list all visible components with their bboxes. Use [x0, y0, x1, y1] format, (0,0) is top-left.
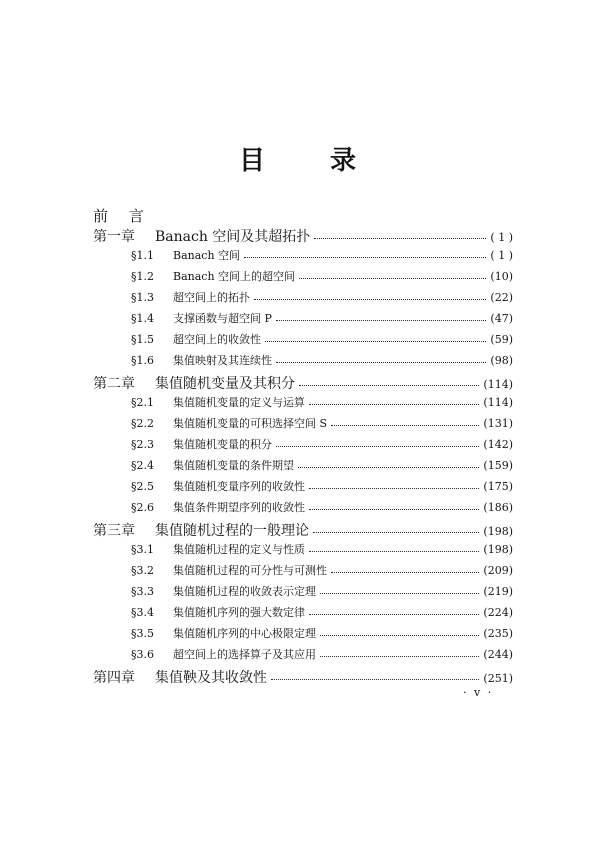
toc-title: 集值随机过程的收敛表示定理 [173, 585, 316, 598]
toc-title: 集值随机变量及其积分 [155, 376, 295, 392]
toc-leader-dots [320, 635, 479, 636]
toc-leader-dots [331, 572, 479, 573]
toc-title: 集值随机过程的定义与性质 [173, 543, 305, 556]
toc-page: (198) [483, 525, 513, 538]
toc-page: (175) [483, 480, 513, 493]
toc-leader-dots [331, 425, 479, 426]
toc-page: (131) [483, 417, 513, 430]
toc-page: (59) [490, 333, 513, 346]
toc-title: 超空间上的选择算子及其应用 [173, 648, 316, 661]
toc-title: 集值随机序列的中心极限定理 [173, 627, 316, 640]
toc-number: §1.3 [131, 291, 154, 304]
toc-leader-dots [313, 532, 479, 533]
toc-number: §3.4 [131, 606, 154, 619]
toc-page: (10) [490, 270, 513, 283]
toc-title: 支撑函数与超空间 P [173, 312, 272, 325]
toc-section-row [131, 289, 513, 305]
toc-section-row [131, 352, 513, 368]
page-number: · v · [463, 686, 494, 699]
toc-leader-dots [254, 299, 486, 300]
toc-section-row [131, 583, 513, 599]
toc-section-row [131, 499, 513, 515]
toc-number: 第三章 [93, 523, 135, 539]
toc-page: (198) [483, 543, 513, 556]
toc-section-row [131, 331, 513, 347]
toc-number: §2.2 [131, 417, 154, 430]
toc-section-row [131, 415, 513, 431]
toc-section-row [131, 478, 513, 494]
toc-number: 第一章 [93, 229, 135, 245]
toc-page: (142) [483, 438, 513, 451]
toc-number: §1.1 [131, 249, 154, 262]
toc-section-row [131, 646, 513, 662]
toc-chapter-row [93, 226, 513, 246]
toc-leader-dots [320, 656, 479, 657]
toc-title: 集值随机变量的定义与运算 [173, 396, 305, 409]
toc-title: 集值随机变量序列的收敛性 [173, 480, 305, 493]
toc-title: 集值随机过程的可分性与可测性 [173, 564, 327, 577]
toc-chapter-row [93, 520, 513, 540]
toc-leader-dots [265, 341, 486, 342]
toc-section-row [131, 310, 513, 326]
toc-section-row [131, 604, 513, 620]
toc-leader-dots [299, 278, 486, 279]
toc-leader-dots [314, 238, 486, 239]
toc-page: (186) [483, 501, 513, 514]
toc-leader-dots [309, 488, 479, 489]
toc-leader-dots [309, 404, 479, 405]
toc-title: Banach 空间上的超空间 [173, 270, 296, 283]
toc-title: 集值条件期望序列的收敛性 [173, 501, 305, 514]
toc-page: (22) [490, 291, 513, 304]
page-title [0, 140, 595, 177]
toc-number: §1.6 [131, 354, 154, 367]
toc-leader-dots [276, 362, 486, 363]
toc-leader-dots [299, 385, 479, 386]
toc-page: (114) [483, 396, 513, 409]
toc-title: 集值随机变量的可积选择空间 S [173, 417, 328, 430]
toc-title: 集值随机序列的强大数定律 [173, 606, 305, 619]
toc-page: (251) [483, 672, 513, 685]
title-right: 录 [330, 146, 357, 176]
toc-section-row [131, 436, 513, 452]
toc-leader-dots [276, 446, 479, 447]
toc-page: (114) [483, 378, 513, 391]
toc-number: §1.5 [131, 333, 154, 346]
toc-section-row [131, 268, 513, 284]
title-left: 目 [238, 146, 265, 176]
toc-page: (219) [483, 585, 513, 598]
toc-page: (244) [483, 648, 513, 661]
toc-page: (209) [483, 564, 513, 577]
toc-leader-dots [244, 257, 486, 258]
toc-page: ( 1 ) [490, 249, 513, 262]
toc-chapter-row [93, 667, 513, 687]
toc-leader-dots [298, 467, 479, 468]
toc-number: §3.3 [131, 585, 154, 598]
toc-number: §2.3 [131, 438, 154, 451]
toc-title: Banach 空间 [173, 249, 241, 262]
toc-number: §2.6 [131, 501, 154, 514]
toc-section-row [131, 625, 513, 641]
toc-number: 第四章 [93, 670, 135, 686]
toc-leader-dots [309, 614, 479, 615]
toc-title: 集值随机变量的积分 [173, 438, 272, 451]
toc-title: Banach 空间及其超拓扑 [155, 229, 311, 245]
preface-heading: 前 言 [93, 207, 152, 225]
toc-number: §1.2 [131, 270, 154, 283]
toc-number: §3.5 [131, 627, 154, 640]
toc-title: 超空间上的拓扑 [173, 291, 250, 304]
toc-section-row [131, 541, 513, 557]
toc-number: §2.5 [131, 480, 154, 493]
toc-title: 集值映射及其连续性 [173, 354, 272, 367]
toc-number: §3.2 [131, 564, 154, 577]
toc-leader-dots [276, 320, 487, 321]
toc-number: §3.6 [131, 648, 154, 661]
toc-leader-dots [309, 551, 479, 552]
toc-page: (235) [483, 627, 513, 640]
toc-title: 集值随机过程的一般理论 [155, 523, 309, 539]
toc-page: (47) [490, 312, 513, 325]
toc-title: 集值随机变量的条件期望 [173, 459, 294, 472]
toc-title: 超空间上的收敛性 [173, 333, 261, 346]
toc-page: ( 1 ) [490, 231, 513, 244]
toc-number: §1.4 [131, 312, 154, 325]
toc-section-row [131, 394, 513, 410]
toc-leader-dots [309, 509, 479, 510]
toc-leader-dots [320, 593, 479, 594]
toc-section-row [131, 457, 513, 473]
toc-number: §3.1 [131, 543, 154, 556]
toc-number: 第二章 [93, 376, 135, 392]
toc-number: §2.4 [131, 459, 154, 472]
toc-leader-dots [271, 679, 479, 680]
toc-page: (98) [490, 354, 513, 367]
toc-section-row [131, 562, 513, 578]
toc-number: §2.1 [131, 396, 154, 409]
toc-page: (224) [483, 606, 513, 619]
toc-title: 集值鞅及其收敛性 [155, 670, 267, 686]
toc-chapter-row [93, 373, 513, 393]
toc-section-row [131, 247, 513, 263]
toc-page: (159) [483, 459, 513, 472]
